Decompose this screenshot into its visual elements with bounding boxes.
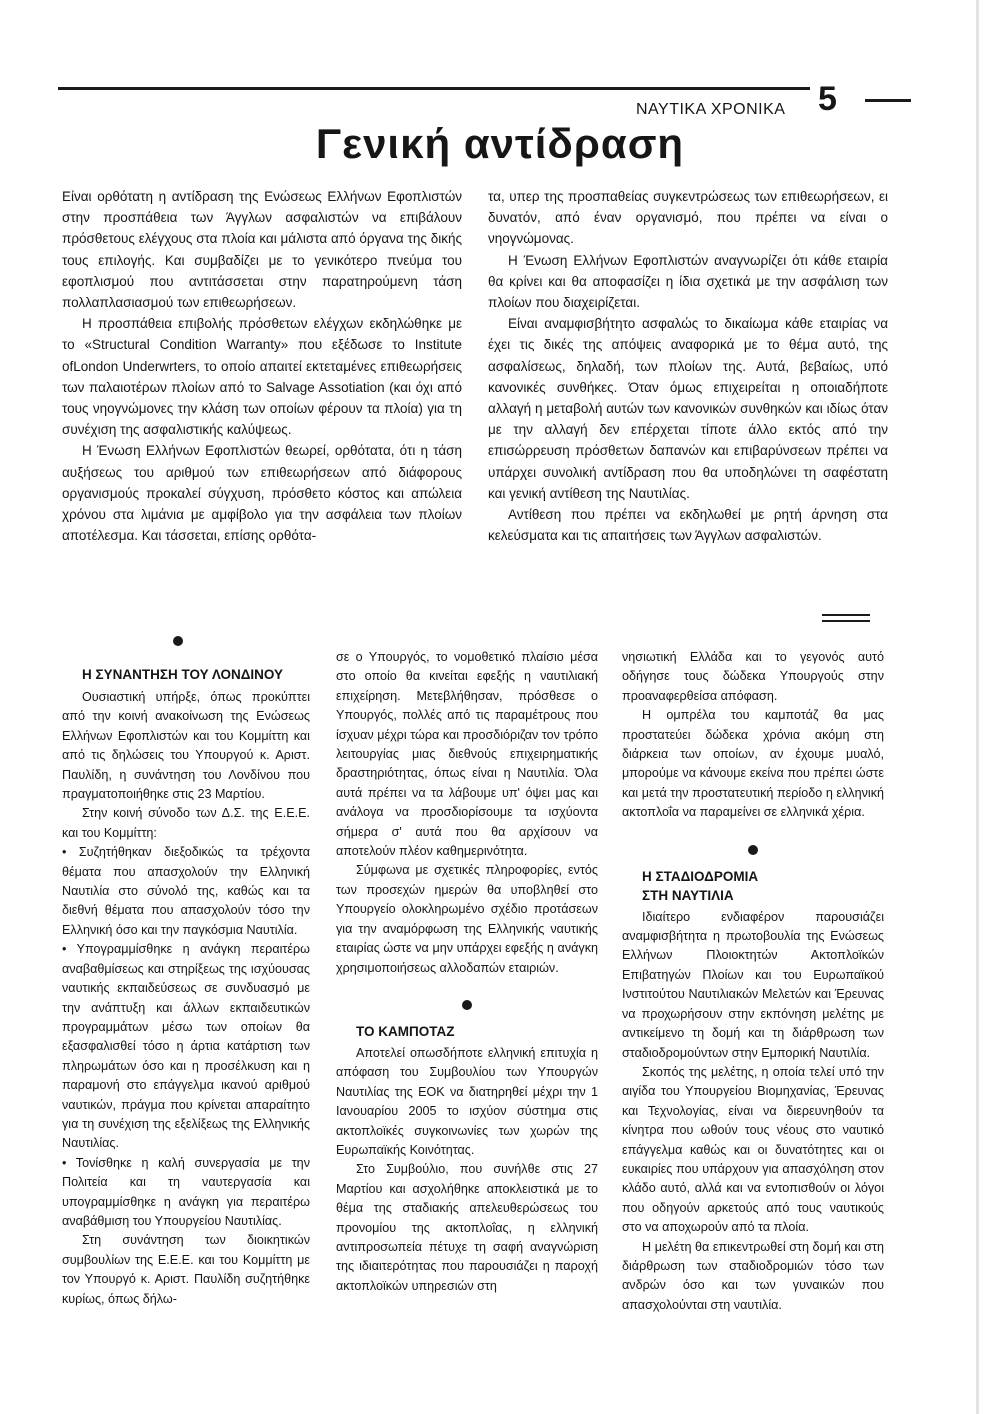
section-bullet	[173, 636, 183, 646]
body-paragraph: Σκοπός της μελέτης, η οποία τελεί υπό την αιγίδα του Υπουργείου Βιομηχανίας, Έρευνας και Τεχνολογίας, είναι να διερευνηθούν τα κίνητρα που ωθούν τους νέους στο ναυτικό επάγγελμα καθώς και οι δυνατότητες και οι ευκαιρίες που υπάρχουν για απασχόληση στον κλάδο αυτό, αλλά και να εντοπισθούν οι λόγοι που οδηγούν αρκετούς από τους ναυτικούς στο να αποχωρούν από τα πλοία.	[622, 1064, 884, 1235]
body-paragraph: • Υπογραμμίσθηκε η ανάγκη περαιτέρω αναβαθμίσεως και στηρίξεως της ισχύουσας ναυτικής εκπαιδεύσεως σε συνδυασμό με την ανάπτυξη και άλλων εκπαιδευτικών προγραμμάτων μέσω των οποίων θα εξασφαλισθεί τόσο η άρτια κατάρτιση των πληρωμάτων όσο και η προσέλκυση και η παραμονή στο επάγγελμα ικανού αριθμού ναυτικών, πράγμα που κρίνεται απαραίτητο για τη συνέχιση της εξελίξεως της Ελληνικής Ναυτιλίας.	[62, 942, 310, 1151]
page-edge-shadow	[976, 0, 979, 1414]
body-paragraph: • Συζητήθηκαν διεξοδικώς τα τρέχοντα θέματα που απασχολούν την Ελληνική Ναυτιλία στο σύνολό της, καθώς και τα διεθνή θέματα που απασχολούν τόσο την Ελληνική όσο και την παγκόσμια Ναυτιλία.	[62, 845, 310, 937]
cabotage-heading: ΤΟ ΚΑΜΠΟΤΑΖ	[356, 1023, 455, 1039]
header-rule	[58, 87, 810, 90]
lead-column-left	[62, 186, 462, 546]
page-number: 5	[818, 80, 837, 118]
lead-paragraph: τα, υπερ της προσπαθείας συγκεντρώσεως των επιθεωρήσεων, ει δυνατόν, από έναν οργανισμό, που πρέπει να είναι ο νηογνώμονας.	[488, 189, 888, 247]
london-column	[62, 665, 310, 1309]
london-heading: Η ΣΥΝΑΝΤΗΣΗ ΤΟΥ ΛΟΝΔΙΝΟΥ	[82, 667, 284, 682]
body-paragraph: Στο Συμβούλιο, που συνήλθε στις 27 Μαρτίου και ασχολήθηκε αποκλειστικά με το θέμα της σταδιακής απελευθερώσεως του προνομίου της ακτοπλοΐας, η ελληνική αντιπροσωπεία πέτυχε τη σαφή αναγνώριση της ιδιαιτερότητας που παρουσιάζει η παροχή ακτοπλοϊκών υπηρεσιών στη	[336, 1162, 598, 1293]
body-paragraph: Στην κοινή σύνοδο των Δ.Σ. της Ε.Ε.Ε. και του Κομμίττη:	[62, 806, 310, 840]
article-end-rule	[822, 620, 870, 622]
career-heading-line2: ΣΤΗ ΝΑΥΤΙΛΙΑ	[642, 887, 734, 903]
article-end-rule	[822, 614, 870, 616]
lead-paragraph: Η Ένωση Ελλήνων Εφοπλιστών θεωρεί, ορθότατα, ότι η τάση αυξήσεως του αριθμού των επιθεωρήσεων από διάφορους οργανισμούς προκαλεί σύγχυση, πρόσθετο κόστος και απώλεια χρόνου στα λιμάνια με αμφίβολο για την ασφάλεια των πλοίων αποτέλεσμα. Και τάσσεται, επίσης ορθότα-	[62, 443, 462, 544]
lead-column-right	[488, 186, 888, 546]
lead-paragraph: Είναι αναμφισβήτητο ασφαλώς το δικαίωμα κάθε εταιρίας να έχει τις δικές της απόψεις αναφορικά με το θέμα αυτό, της ασφαλίσεως, δηλαδή, των πλοίων της. Αυτά, βεβαίως, υπό κανονικές συνθήκες. Όταν όμως επιχειρείται η οποιαδήποτε αλλαγή η μεταβολή αυτών των κανονικών συνθηκών και ιδίως όταν με την αλλαγή δεν επέρχεται τίποτε άλλο εκτός από την επισώρρευση πρόσθετων δαπανών και επιβαρύνσεων πρέπει να υπάρχει συνολική αντίδραση που θα υποδηλώνει τη σαφέστατη και γενική αντίθεση της Ναυτιλίας.	[488, 316, 888, 501]
lead-paragraph: Αντίθεση που πρέπει να εκδηλωθεί με ρητή άρνηση στα κελεύσματα και τις απαιτήσεις των Άγγλων ασφαλιστών.	[488, 507, 888, 544]
lead-paragraph: Η προσπάθεια επιβολής πρόσθετων ελέγχων εκδηλώθηκε με το «Structural Condition Warranty» που εξέδωσε το Institute ofLondon Underwrters, το οποίο απαιτεί εκτεταμένες επιθεωρήσεις των παλαιοτέρων πλοίων από το Salvage Assotiation (και όχι από τους νηογνώμονες την κλάση των οποίων φέρουν τα πλοία) για τη συνέχιση της ασφαλιστικής καλύψεως.	[62, 316, 462, 438]
body-paragraph: Η ομπρέλα του καμποτάζ θα μας προστατεύει δώδεκα χρόνια ακόμη στη διάρκεια των οποίων, αν έχουμε μυαλό, μπορούμε να κάνουμε εκείνα που πρέπει ώστε και μετά την προστατευτική περίοδο η ελληνική ακτοπλοΐα να παραμείνει σε ελληνικά χέρια.	[622, 708, 884, 820]
article-headline: Γενική αντίδραση	[315, 120, 685, 167]
page-number-rule	[865, 99, 911, 102]
body-paragraph: Στη συνάντηση των διοικητικών συμβουλίων της Ε.Ε.Ε. και του Κομμίττη με τον Υπουργό κ. Αριστ. Παυλίδη συζητήθηκε κυρίως, όπως δήλω-	[62, 1233, 310, 1306]
magazine-name: ΝΑΥΤΙΚΑ ΧΡΟΝΙΚΑ	[636, 101, 786, 118]
body-paragraph: Ουσιαστική υπήρξε, όπως προκύπτει από την κοινή ανακοίνωση της Ενώσεως Ελλήνων Εφοπλιστών και του Κομμίττη και από τις δηλώσεις του Υπουργού κ. Αριστ. Παυλίδη, η συνάντηση του Λονδίνου που πραγματοποιήθηκε στις 23 Μαρτίου.	[62, 690, 310, 802]
lead-paragraph: Είναι ορθότατη η αντίδραση της Ενώσεως Ελλήνων Εφοπλιστών στην προσπάθεια των Άγγλων ασφαλιστών να επιβάλουν πρόσθετους ελέγχους στα πλοία και μάλιστα από όργανα της δικής τους επιλογής. Και συμβαδίζει με το γενικότερο πνεύμα του εφοπλισμού που αντιτάσσεται στην παρατηρούμενη τάση πολλαπλασιασμού των επιθεωρήσεων.	[62, 189, 462, 311]
section-bullet	[748, 845, 758, 855]
body-paragraph: Ιδιαίτερο ενδιαφέρον παρουσιάζει αναμφισβήτητα η πρωτοβουλία της Ενώσεως Ελλήνων Πλοιοκτητών Ακτοπλοϊκών Επιβατηγών Πλοίων και του Ευρωπαϊκού Ινστιτούτου Ναυτιλιακών Μελετών και Έρευνας να προχωρήσουν στην εκπόνηση μελέτης με αντικείμενο τη δομή και τη διάρθρωση των σταδιοδρομούντων στην Εμπορική Ναυτιλία.	[622, 909, 884, 1060]
body-paragraph: Η μελέτη θα επικεντρωθεί στη δομή και στη διάρθρωση των σταδιοδρομιών τόσο των ανδρών όσο και των γυναικών που απασχολούνται στη ναυτιλία.	[622, 1239, 884, 1312]
body-paragraph: σε ο Υπουργός, το νομοθετικό πλαίσιο μέσα στο οποίο θα κινείται εφεξής η ναυτιλιακή επιχείρηση. Μετεβλήθησαν, πρόσθεσε ο Υπουργός, πολλές από τις παραμέτρους που ίσχυαν μέχρι τώρα και προσδιόριζαν τον τρόπο λειτουργίας μιας διεθνούς επιχειρηματικής δραστηριότητας, όπως είναι η Ναυτιλία. Όλα αυτά πρέπει να τα λάβουμε υπ' όψει μας και ανάλογα να προσδιορίσουμε τα ισχύοντα σήμερα σ' αυτά που θα αρχίσουν να αποτελούν πλέον καθημερινότητα.	[336, 650, 598, 859]
body-paragraph: νησιωτική Ελλάδα και το γεγονός αυτό οδήγησε τους δώδεκα Υπουργούς στην προαναφερθείσα απόφαση.	[622, 650, 884, 703]
body-paragraph: • Τονίσθηκε η καλή συνεργασία με την Πολιτεία και τη ναυτεργασία και υπογραμμίσθηκε η ανάγκη για περαιτέρω αναβάθμιση του Υπουργείου Ναυτιλίας.	[62, 1155, 310, 1228]
middle-column	[336, 648, 598, 1296]
right-column	[622, 648, 884, 1315]
body-paragraph: Σύμφωνα με σχετικές πληροφορίες, εντός των προσεχών ημερών θα υποβληθεί στο Υπουργείο ολοκληρωμένο σχέδιο προτάσεων για την αναμόρφωση της Ελληνικής ναυτικής εταιρίας ώστε να μην υπάρχει εφεξής η ανάγκη χρησιμοποιήσεως αλλοδαπών εταιριών.	[336, 863, 598, 975]
lead-paragraph: Η Ένωση Ελλήνων Εφοπλιστών αναγνωρίζει ότι κάθε εταιρία θα κρίνει και θα αποφασίζει η ίδια σχετικά με την ασφάλιση των πλοίων που διαχειρίζεται.	[488, 252, 888, 311]
body-paragraph: Αποτελεί οπωσδήποτε ελληνική επιτυχία η απόφαση του Συμβουλίου των Υπουργών Ναυτιλίας της ΕΟΚ να διατηρηθεί μέχρι την 1 Ιανουαρίου 2005 το ισχύον σύστημα στις ακτοπλοϊκές συγκοινωνίες των χωρών της Ευρωπαϊκής Κοινότητας.	[336, 1045, 598, 1157]
section-bullet	[462, 1000, 472, 1010]
career-heading-line1: Η ΣΤΑΔΙΟΔΡΟΜΙΑ	[642, 868, 759, 884]
